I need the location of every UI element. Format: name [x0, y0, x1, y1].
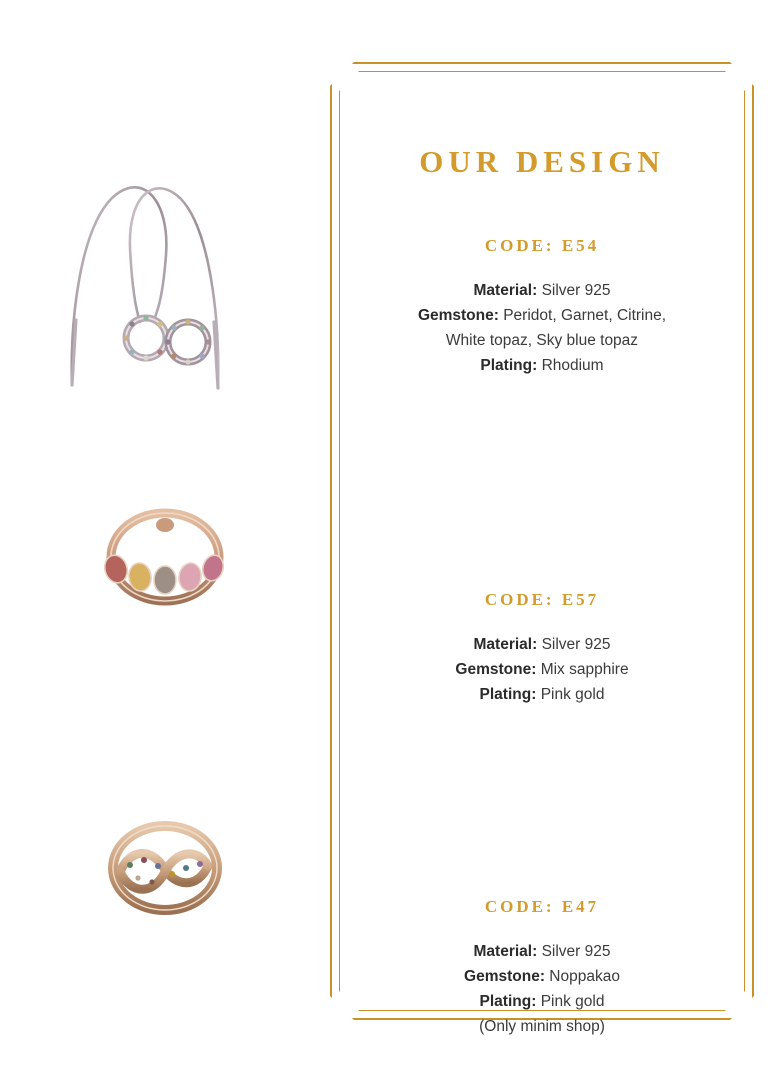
spec-row [356, 278, 728, 303]
spec-row [356, 657, 728, 682]
noppakao-ring-icon [90, 810, 240, 920]
design-entry-e54 [356, 236, 728, 378]
product-image-column [0, 0, 330, 1086]
spec-label: Material: [473, 282, 538, 299]
spec-value: Noppakao [549, 968, 620, 985]
spec-value: Silver 925 [541, 943, 611, 960]
spec-label: Material: [473, 943, 538, 960]
spec-label: Gemstone: [417, 307, 499, 324]
spec-label: Plating: [480, 357, 538, 374]
spec-row [356, 989, 728, 1014]
design-entry-e47 [356, 897, 728, 1039]
page-title: OUR DESIGN [419, 144, 665, 179]
spec-row [356, 964, 728, 989]
spec-row [356, 632, 728, 657]
design-code-label: CODE: E47 [484, 897, 600, 916]
spec-label: Gemstone: [455, 661, 537, 678]
spec-value: Mix sapphire [540, 661, 629, 678]
spec-row [356, 939, 728, 964]
spec-label: Material: [473, 636, 538, 653]
spec-label: Gemstone: [464, 968, 545, 985]
sapphire-ring-icon [90, 495, 240, 615]
product-image-noppakao-ring [0, 800, 330, 930]
spec-label: Plating: [479, 686, 537, 703]
spec-note-value: (Only minim shop) [479, 1018, 605, 1035]
spec-value: Pink gold [540, 993, 605, 1010]
spec-row [356, 353, 728, 378]
spec-label: Plating: [479, 993, 537, 1010]
spec-value: Peridot, Garnet, Citrine, [503, 307, 667, 324]
product-image-threader-earrings [0, 160, 330, 420]
spec-row [356, 328, 728, 353]
spec-value: Silver 925 [541, 282, 611, 299]
spec-value: White topaz, Sky blue topaz [445, 332, 639, 349]
spec-row [356, 682, 728, 707]
spec-value: Silver 925 [541, 636, 611, 653]
design-entry-e57 [356, 590, 728, 707]
spec-value: Pink gold [540, 686, 605, 703]
spec-row [356, 303, 728, 328]
spec-value: Rhodium [541, 357, 604, 374]
spec-row [356, 1014, 728, 1039]
design-info-card [330, 62, 754, 1035]
product-image-sapphire-ring [0, 490, 330, 620]
design-code-label: CODE: E54 [484, 236, 600, 255]
threader-earrings-icon [50, 170, 280, 410]
design-code-label: CODE: E57 [484, 590, 600, 609]
